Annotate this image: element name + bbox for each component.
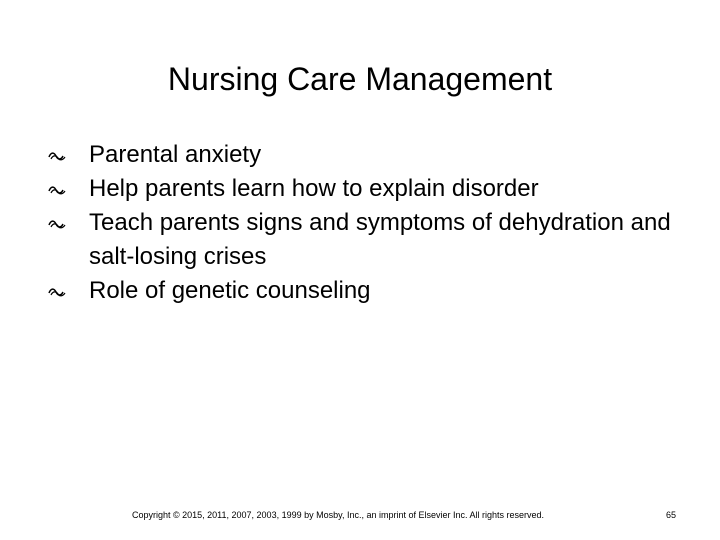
wave-bullet-icon (48, 185, 66, 195)
bullet-text: Teach parents signs and symptoms of dehydration and salt-losing crises (89, 209, 671, 270)
bullet-list (48, 138, 688, 308)
bullet-item (48, 138, 688, 172)
wave-bullet-icon (48, 151, 66, 161)
wave-bullet-icon (48, 219, 66, 229)
slide-title: Nursing Care Management (167, 61, 553, 97)
bullet-text: Role of genetic counseling (89, 277, 371, 304)
page-number: 65 (665, 510, 676, 520)
bullet-item (48, 206, 688, 274)
bullet-text: Help parents learn how to explain disorder (89, 175, 539, 202)
bullet-item (48, 274, 688, 308)
bullet-item (48, 172, 688, 206)
copyright-notice: Copyright © 2015, 2011, 2007, 2003, 1999 by Mosby, Inc., an imprint of Elsevier Inc. All rights reserved. (132, 510, 545, 520)
wave-bullet-icon (48, 287, 66, 297)
bullet-text: Parental anxiety (89, 141, 262, 168)
